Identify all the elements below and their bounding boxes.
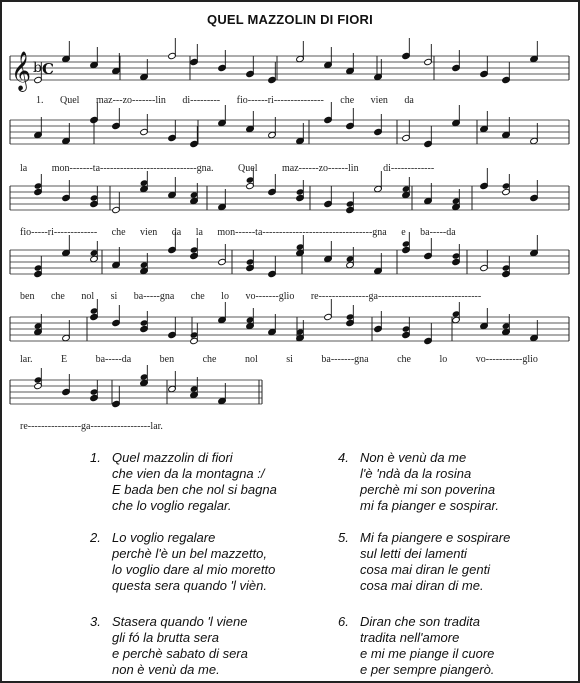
verse-line: Lo voglio regalare — [112, 530, 216, 545]
time-signature: C — [42, 60, 54, 78]
verse-line: e perchè sabato di sera — [112, 646, 248, 661]
verse-line: cosa mai diran di me. — [360, 578, 484, 593]
key-signature: b — [33, 60, 42, 76]
verse-line: sul letti dei lamenti — [360, 546, 467, 561]
verses-section — [2, 450, 578, 680]
music-score — [2, 2, 578, 442]
verse-number: 1. — [90, 450, 101, 465]
verse-line: tradita nell'amore — [360, 630, 460, 645]
lyrics-line-3: fio-----ri------------- che vien da la mon------ta---------------------------------gna e ba-----da — [20, 227, 456, 238]
verse-line: Diran che son tradita — [360, 614, 480, 629]
lyrics-line-1: 1. Quel maz---zo-------lin di--------- fio------ri--------------- che vien da — [36, 95, 414, 106]
treble-clef-icon: 𝄞 — [11, 51, 32, 91]
verse-line: Mi fa piangere e sospirare — [360, 530, 511, 545]
lyrics-line-6: re----------------ga------------------lar. — [20, 421, 163, 432]
verse-line: e per sempre piangerò. — [360, 662, 495, 677]
verse-number: 6. — [338, 614, 349, 629]
verse-line: e mi me piange il cuore — [360, 646, 495, 661]
verse-line: che lo voglio regalar. — [112, 498, 232, 513]
verse-line: perchè l'è un bel mazzetto, — [112, 546, 267, 561]
verse-line: Non è venù da me — [360, 450, 467, 465]
song-title: QUEL MAZZOLIN DI FIORI — [207, 12, 373, 27]
verse-line: E bada ben che nol si bagna — [112, 482, 277, 497]
verse-line: questa sera quando 'l vièn. — [112, 578, 267, 593]
verse-number: 2. — [90, 530, 101, 545]
verse-number: 5. — [338, 530, 349, 545]
lyrics-line-4: ben che nol si ba-----gna che lo vo-------glio re---------------ga------------------------------- — [20, 291, 482, 302]
lyrics-line-2: la mon-------ta-----------------------------gna. Quel maz------zo------lin di------------- — [20, 163, 435, 174]
verse-number: 4. — [338, 450, 349, 465]
verse-number: 3. — [90, 614, 101, 629]
verse-line: che vien da la montagna :/ — [112, 466, 265, 481]
verse-line: Quel mazzolin di fiori — [112, 450, 233, 465]
lyrics-line-5: lar. E ba-----da ben che nol si ba-------gna che lo vo-----------glio — [20, 354, 538, 365]
verse-line: mi fa pianger e sospirar. — [360, 498, 499, 513]
verse-line: lo voglio dare al mio moretto — [112, 562, 276, 577]
verse-line: perchè mi son poverina — [360, 482, 496, 497]
verse-line: non è venù da me. — [112, 662, 220, 677]
verse-line: Stasera quando 'l viene — [112, 614, 248, 629]
verse-line: gli fó la brutta sera — [112, 630, 219, 645]
verse-line: cosa mai diran le genti — [360, 562, 491, 577]
verse-line: l'è 'ndà da la rosina — [360, 466, 472, 481]
